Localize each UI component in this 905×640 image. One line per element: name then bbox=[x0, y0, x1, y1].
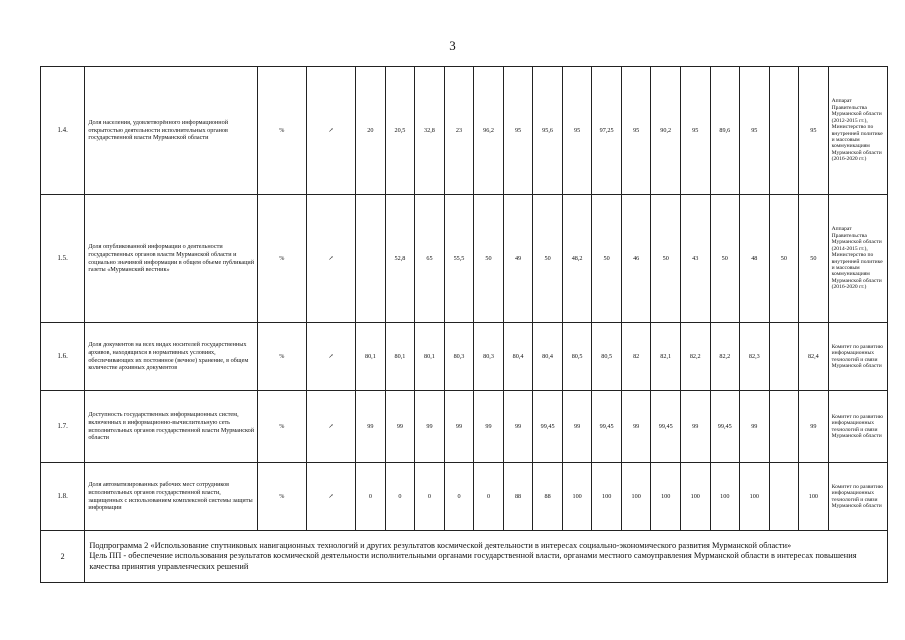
subprogram-cell bbox=[85, 531, 888, 583]
value-cell: 95 bbox=[680, 67, 710, 195]
responsible-cell: Комитет по развитию информационных технологий и связи Мурманской области bbox=[828, 463, 887, 531]
value-cell: 99 bbox=[562, 391, 592, 463]
value-cell: 46 bbox=[621, 195, 651, 323]
value-cell: 50 bbox=[474, 195, 504, 323]
value-cell: 99 bbox=[474, 391, 504, 463]
value-cell: 99 bbox=[415, 391, 445, 463]
value-cell: 80,1 bbox=[415, 323, 445, 391]
value-cell: 50 bbox=[799, 195, 829, 323]
value-cell: 90,2 bbox=[651, 67, 681, 195]
value-cell: 100 bbox=[592, 463, 622, 531]
table-row bbox=[41, 195, 888, 323]
table-row bbox=[41, 463, 888, 531]
value-cell: 43 bbox=[680, 195, 710, 323]
value-cell: 52,8 bbox=[385, 195, 415, 323]
indicator-name: Доля автоматизированных рабочих мест сотрудников исполнительных органов государственной власти, защищенных с использованием комплексной системы защиты информации bbox=[85, 463, 257, 531]
indicator-name: Доступность государственных информационных систем, включенных в информационно-вычислительную сеть исполнительных органов государственной власти Мурманской области bbox=[85, 391, 257, 463]
value-cell: 23 bbox=[444, 67, 474, 195]
value-cell: 82,3 bbox=[740, 323, 770, 391]
responsible-cell: Аппарат Правительства Мурманской области (2012-2015 гг.), Министерство по внутренней политике и массовым коммуникациям Мурманской области (2016-2020 гг.) bbox=[828, 67, 887, 195]
value-cell: 20 bbox=[356, 67, 386, 195]
value-cell: 100 bbox=[680, 463, 710, 531]
value-cell: 95 bbox=[799, 67, 829, 195]
subprogram-goal: Цель ПП - обеспечение использования результатов космической деятельности исполнительными органами государственной власти, органами местного самоуправления Мурманской области в интересах повышения качества принятия управленческих решений bbox=[89, 551, 857, 571]
value-cell: 82,2 bbox=[710, 323, 740, 391]
value-cell: 50 bbox=[769, 195, 799, 323]
value-cell: 48 bbox=[740, 195, 770, 323]
value-cell: 100 bbox=[621, 463, 651, 531]
value-cell: 99,45 bbox=[710, 391, 740, 463]
unit-cell: % bbox=[257, 67, 306, 195]
unit-cell: % bbox=[257, 463, 306, 531]
responsible-cell: Аппарат Правительства Мурманской области (2014-2015 гг.), Министерство по внутренней политике и массовым коммуникациям Мурманской области (2016-2020 гг.) bbox=[828, 195, 887, 323]
value-cell bbox=[769, 67, 799, 195]
value-cell: 50 bbox=[533, 195, 563, 323]
value-cell: 95 bbox=[562, 67, 592, 195]
unit-cell: % bbox=[257, 323, 306, 391]
value-cell: 55,5 bbox=[444, 195, 474, 323]
value-cell: 50 bbox=[592, 195, 622, 323]
value-cell: 80,3 bbox=[474, 323, 504, 391]
direction-cell: ↗ bbox=[306, 67, 355, 195]
value-cell: 80,4 bbox=[533, 323, 563, 391]
value-cell: 50 bbox=[651, 195, 681, 323]
value-cell: 82 bbox=[621, 323, 651, 391]
value-cell: 32,8 bbox=[415, 67, 445, 195]
value-cell: 99 bbox=[680, 391, 710, 463]
value-cell: 99 bbox=[799, 391, 829, 463]
row-number: 1.6. bbox=[41, 323, 85, 391]
value-cell: 99,45 bbox=[533, 391, 563, 463]
value-cell: 99,45 bbox=[651, 391, 681, 463]
indicator-name: Доля опубликованной информации о деятельности государственных органов власти Мурманской области и социально значимой информации в общем объеме публикаций газеты «Мурманский вестник» bbox=[85, 195, 257, 323]
value-cell: 89,6 bbox=[710, 67, 740, 195]
value-cell: 99 bbox=[740, 391, 770, 463]
page-number: 3 bbox=[449, 38, 456, 53]
value-cell: 95 bbox=[621, 67, 651, 195]
indicator-name: Доля населения, удовлетворённого информационной открытостью деятельности исполнительных органов государственной власти Мурманской области bbox=[85, 67, 257, 195]
value-cell: 80,5 bbox=[562, 323, 592, 391]
direction-cell: ↗ bbox=[306, 463, 355, 531]
value-cell: 0 bbox=[444, 463, 474, 531]
value-cell bbox=[769, 463, 799, 531]
value-cell: 0 bbox=[415, 463, 445, 531]
value-cell: 100 bbox=[710, 463, 740, 531]
value-cell: 82,4 bbox=[799, 323, 829, 391]
value-cell: 0 bbox=[385, 463, 415, 531]
row-number: 1.5. bbox=[41, 195, 85, 323]
value-cell: 99 bbox=[503, 391, 533, 463]
value-cell: 95 bbox=[503, 67, 533, 195]
value-cell: 99 bbox=[385, 391, 415, 463]
value-cell: 0 bbox=[356, 463, 386, 531]
row-number: 1.8. bbox=[41, 463, 85, 531]
value-cell: 95 bbox=[740, 67, 770, 195]
value-cell: 82,1 bbox=[651, 323, 681, 391]
responsible-cell: Комитет по развитию информационных технологий и связи Мурманской области bbox=[828, 391, 887, 463]
direction-cell: ↗ bbox=[306, 391, 355, 463]
value-cell: 80,1 bbox=[356, 323, 386, 391]
value-cell: 99,45 bbox=[592, 391, 622, 463]
value-cell: 20,5 bbox=[385, 67, 415, 195]
value-cell: 82,2 bbox=[680, 323, 710, 391]
indicators-table bbox=[40, 66, 888, 583]
value-cell: 80,1 bbox=[385, 323, 415, 391]
value-cell: 50 bbox=[710, 195, 740, 323]
value-cell: 99 bbox=[621, 391, 651, 463]
value-cell: 65 bbox=[415, 195, 445, 323]
value-cell bbox=[769, 391, 799, 463]
row-number: 1.4. bbox=[41, 67, 85, 195]
value-cell: 80,4 bbox=[503, 323, 533, 391]
table-row bbox=[41, 391, 888, 463]
value-cell: 80,3 bbox=[444, 323, 474, 391]
direction-cell: ↗ bbox=[306, 323, 355, 391]
value-cell bbox=[356, 195, 386, 323]
value-cell: 48,2 bbox=[562, 195, 592, 323]
unit-cell: % bbox=[257, 391, 306, 463]
value-cell bbox=[769, 323, 799, 391]
row-number: 1.7. bbox=[41, 391, 85, 463]
value-cell: 0 bbox=[474, 463, 504, 531]
direction-cell: ↗ bbox=[306, 195, 355, 323]
value-cell: 100 bbox=[562, 463, 592, 531]
subprogram-row bbox=[41, 531, 888, 583]
value-cell: 100 bbox=[740, 463, 770, 531]
subprogram-number: 2 bbox=[41, 531, 85, 583]
value-cell: 97,25 bbox=[592, 67, 622, 195]
table-row bbox=[41, 67, 888, 195]
responsible-cell: Комитет по развитию информационных технологий и связи Мурманской области bbox=[828, 323, 887, 391]
value-cell: 99 bbox=[444, 391, 474, 463]
value-cell: 96,2 bbox=[474, 67, 504, 195]
value-cell: 88 bbox=[533, 463, 563, 531]
value-cell: 80,5 bbox=[592, 323, 622, 391]
value-cell: 88 bbox=[503, 463, 533, 531]
value-cell: 100 bbox=[799, 463, 829, 531]
value-cell: 99 bbox=[356, 391, 386, 463]
indicator-name: Доля документов на всех видах носителей государственных архивов, находящихся в нормативных условиях, обеспечивающих их постоянное (вечное) хранение, в общем количестве архивных документов bbox=[85, 323, 257, 391]
value-cell: 95,6 bbox=[533, 67, 563, 195]
value-cell: 100 bbox=[651, 463, 681, 531]
value-cell: 49 bbox=[503, 195, 533, 323]
table-row bbox=[41, 323, 888, 391]
subprogram-title: Подпрограмма 2 «Использование спутниковых навигационных технологий и других результатов космической деятельности в интересах социально-экономического развития Мурманской области» bbox=[89, 540, 792, 550]
unit-cell: % bbox=[257, 195, 306, 323]
